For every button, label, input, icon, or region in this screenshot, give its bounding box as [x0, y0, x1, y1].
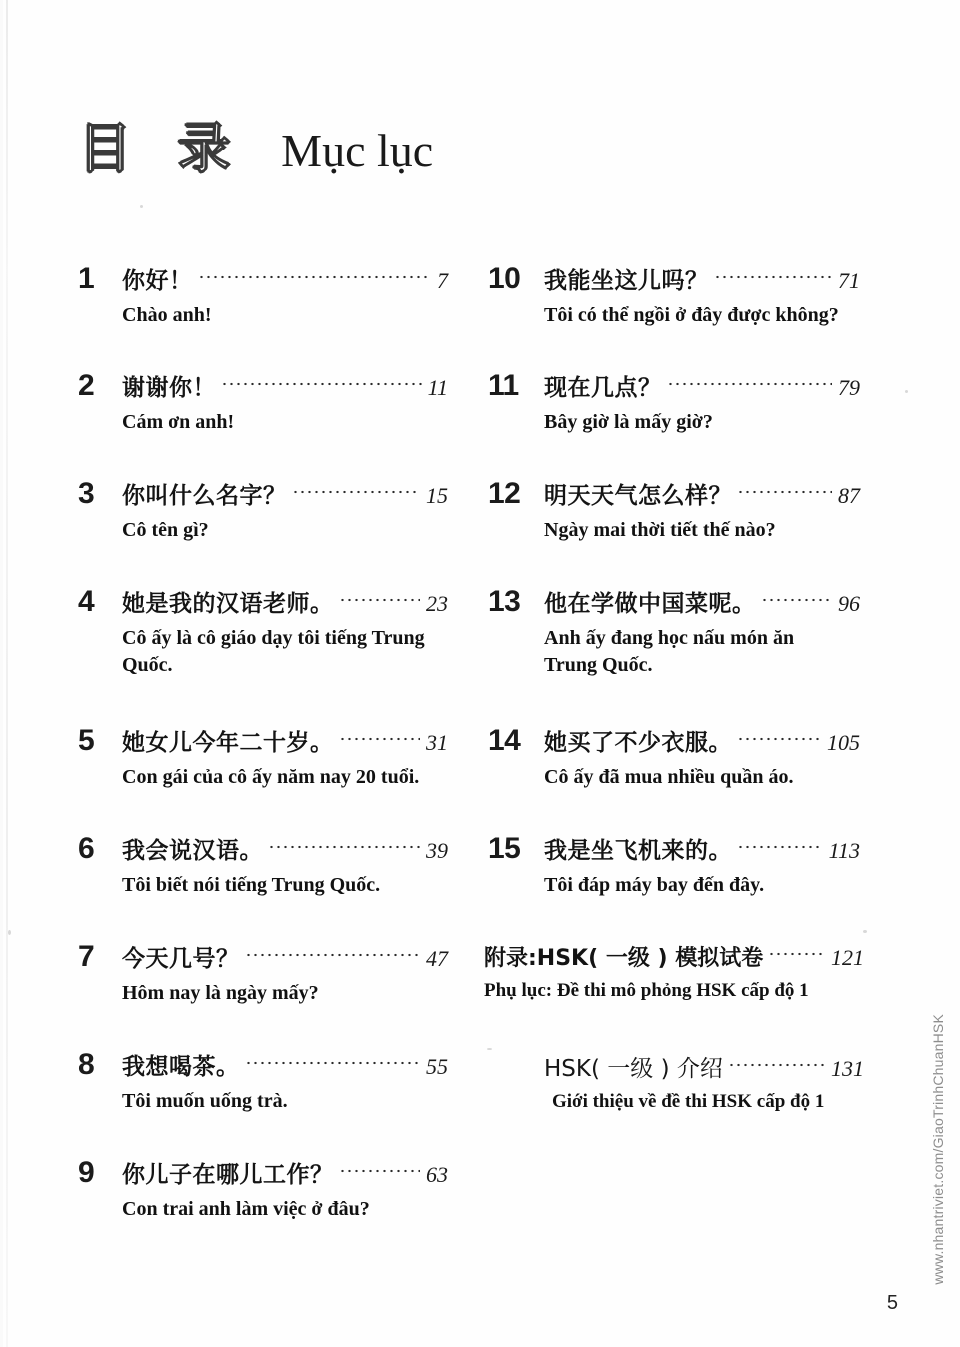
toc-entry-title-line — [122, 944, 448, 974]
toc-entry-title-chinese: 她是我的汉语老师。 — [122, 591, 334, 617]
toc-entry-head — [488, 262, 860, 296]
toc-entry-title-chinese: 我想喝茶。 — [122, 1054, 240, 1080]
toc-entry[interactable] — [488, 724, 860, 791]
toc-entry[interactable] — [78, 724, 448, 791]
toc-entry[interactable] — [78, 477, 448, 544]
toc-entry-number: 11 — [488, 369, 519, 402]
toc-entry-title-line — [544, 266, 860, 296]
toc-entry-head — [78, 477, 448, 511]
scan-edge — [6, 0, 8, 1347]
toc-entry[interactable] — [78, 1156, 448, 1223]
toc-entry[interactable] — [488, 832, 860, 899]
toc-entry-page: 11 — [427, 375, 448, 400]
dot-leader — [761, 592, 833, 608]
scan-speck — [487, 1048, 492, 1050]
toc-entry[interactable] — [78, 1048, 448, 1115]
appendix-entry[interactable] — [484, 944, 864, 1004]
toc-entry-title-line — [122, 589, 448, 619]
toc-entry-page: 113 — [828, 838, 860, 863]
toc-entry-number: 15 — [488, 832, 521, 865]
appendix-entry-head — [544, 1054, 864, 1084]
dot-leader — [245, 1055, 421, 1071]
toc-entry-head — [78, 1156, 448, 1190]
dot-leader — [728, 1057, 825, 1073]
toc-entry[interactable] — [488, 262, 860, 329]
toc-entry-number: 4 — [78, 585, 95, 618]
toc-entry[interactable] — [488, 585, 860, 679]
toc-entry-head — [78, 1048, 448, 1082]
appendix-subtitle-vietnamese: Phụ lục: Đề thi mô phỏng HSK cấp độ 1 — [484, 980, 809, 1001]
toc-entry-subtitle-vietnamese: Chào anh! — [122, 304, 212, 326]
toc-entry[interactable] — [488, 477, 860, 544]
toc-entry-title-line — [122, 728, 448, 758]
toc-entry[interactable] — [78, 262, 448, 329]
appendix-title-chinese: HSK( 一级 ) 介绍 — [544, 1056, 723, 1082]
toc-entry-title-chinese: 你叫什么名字？ — [122, 483, 287, 509]
dot-leader — [292, 484, 421, 500]
toc-entry-page: 31 — [426, 730, 448, 755]
toc-entry-number: 9 — [78, 1156, 95, 1189]
toc-entry-title-chinese: 她女儿今年二十岁。 — [122, 730, 334, 756]
toc-entry-title-line — [122, 1160, 448, 1190]
dot-leader — [737, 839, 823, 855]
toc-entry-page: 96 — [838, 591, 860, 616]
dot-leader — [221, 376, 422, 392]
dot-leader — [667, 376, 833, 392]
toc-entry-title-line — [122, 266, 448, 296]
toc-entry-page: 15 — [426, 483, 448, 508]
toc-entry[interactable] — [488, 369, 860, 436]
toc-entry-subtitle-vietnamese: Bây giờ là mấy giờ? — [544, 411, 713, 433]
toc-entry-page: 23 — [426, 591, 448, 616]
toc-entry-page: 39 — [426, 838, 448, 863]
toc-entry-subtitle-vietnamese: Tôi đáp máy bay đến đây. — [544, 874, 765, 896]
dot-leader — [714, 269, 833, 285]
dot-leader — [339, 731, 421, 747]
toc-entry-number: 3 — [78, 477, 95, 510]
toc-entry-subtitle-vietnamese: Cô ấy đã mua nhiều quần áo. — [544, 766, 794, 788]
toc-entry-title-line — [544, 836, 860, 866]
dot-leader — [198, 269, 432, 285]
toc-entry-number: 6 — [78, 832, 95, 865]
toc-entry-number: 10 — [488, 262, 521, 295]
toc-entry-page: 7 — [437, 268, 448, 293]
toc-entry-title-line — [544, 589, 860, 619]
toc-entry-number: 7 — [78, 940, 95, 973]
toc-entry-head — [78, 940, 448, 974]
toc-entry-title-chinese: 你好！ — [122, 268, 193, 294]
toc-entry-head — [488, 585, 860, 619]
scan-speck — [863, 930, 867, 933]
toc-entry-head — [78, 724, 448, 758]
appendix-page: 121 — [831, 945, 864, 970]
appendix-entry-head — [484, 944, 864, 973]
toc-entry-subtitle-vietnamese: Con gái của cô ấy năm nay 20 tuổi. — [122, 766, 420, 788]
toc-entry-head — [78, 585, 448, 619]
dot-leader — [268, 839, 420, 855]
toc-entry-title-chinese: 他在学做中国菜呢。 — [544, 591, 756, 617]
scan-speck — [905, 390, 908, 393]
toc-entry-head — [78, 262, 448, 296]
toc-entry-title-chinese: 她买了不少衣服。 — [544, 730, 732, 756]
toc-entry-title-chinese: 我是坐飞机来的。 — [544, 838, 732, 864]
page-header — [78, 118, 433, 180]
toc-entry-title-chinese: 我会说汉语。 — [122, 838, 263, 864]
toc-entry-subtitle-vietnamese: Ngày mai thời tiết thế nào? — [544, 519, 776, 541]
toc-entry-page: 105 — [827, 730, 860, 755]
watermark-url: www.nhantriviet.com/GiaoTrinhChuanHSK — [930, 1014, 946, 1285]
toc-entry-title-line — [544, 373, 860, 403]
appendix-entry[interactable] — [484, 1054, 864, 1115]
toc-entry-page: 47 — [426, 946, 448, 971]
toc-entry-number: 8 — [78, 1048, 95, 1081]
toc-entry-title-chinese: 你儿子在哪儿工作？ — [122, 1162, 334, 1188]
toc-entry-number: 13 — [488, 585, 521, 618]
page-title-vietnamese: Mục lục — [281, 125, 434, 176]
toc-entry[interactable] — [78, 832, 448, 899]
toc-entry-title-line — [122, 481, 448, 511]
toc-entry-number: 5 — [78, 724, 95, 757]
dot-leader — [737, 731, 821, 747]
toc-entry-title-chinese: 现在几点？ — [544, 375, 662, 401]
toc-entry-page: 87 — [838, 483, 860, 508]
toc-entry[interactable] — [78, 940, 448, 1007]
scan-edge-outer — [0, 0, 3, 1347]
toc-entry-number: 12 — [488, 477, 521, 510]
appendix-page: 131 — [831, 1056, 864, 1081]
toc-entry-title-chinese: 谢谢你！ — [122, 375, 216, 401]
page-number: 5 — [886, 1292, 898, 1314]
toc-entry-number: 1 — [78, 262, 95, 295]
dot-leader — [245, 947, 421, 963]
toc-entry-title-chinese: 明天天气怎么样？ — [544, 483, 732, 509]
toc-entry-head — [488, 369, 860, 403]
toc-entry-subtitle-vietnamese: Con trai anh làm việc ở đâu? — [122, 1198, 370, 1220]
scan-speck — [8, 930, 11, 935]
toc-entry-subtitle-vietnamese: Tôi có thể ngồi ở đây được không? — [544, 304, 839, 326]
toc-entry-page: 79 — [838, 375, 860, 400]
toc-entry-subtitle-vietnamese: Hôm nay là ngày mấy? — [122, 982, 319, 1004]
toc-entry-head — [488, 724, 860, 758]
toc-entry-number: 14 — [488, 724, 521, 757]
toc-entry-subtitle-vietnamese: Anh ấy đang học nấu món ăn Trung Quốc. — [544, 627, 795, 676]
toc-entry-subtitle-vietnamese: Tôi biết nói tiếng Trung Quốc. — [122, 874, 381, 896]
toc-entry-title-line — [122, 836, 448, 866]
toc-entry-title-line — [544, 728, 860, 758]
toc-entry-head — [488, 832, 860, 866]
toc-entry-title-line — [544, 481, 860, 511]
toc-entry-subtitle-vietnamese: Cô tên gì? — [122, 519, 209, 541]
toc-entry-subtitle-vietnamese: Tôi muốn uống trà. — [122, 1090, 288, 1112]
appendix-subtitle-vietnamese: Giới thiệu về đề thi HSK cấp độ 1 — [552, 1091, 825, 1112]
toc-entry-head — [78, 369, 448, 403]
toc-entry-subtitle-vietnamese: Cô ấy là cô giáo dạy tôi tiếng Trung Quốc. — [122, 627, 425, 676]
dot-leader — [339, 1163, 421, 1179]
toc-entry-page: 55 — [426, 1054, 448, 1079]
toc-entry[interactable] — [78, 585, 448, 679]
page-title-chinese: 目 录 — [78, 117, 246, 180]
toc-entry-page: 63 — [426, 1162, 448, 1187]
dot-leader — [339, 592, 421, 608]
toc-entry-title-chinese: 今天几号？ — [122, 946, 240, 972]
toc-entry-title-line — [122, 1052, 448, 1082]
toc-entry-head — [78, 832, 448, 866]
toc-entry-title-chinese: 我能坐这儿吗？ — [544, 268, 709, 294]
toc-entry-subtitle-vietnamese: Cám ơn anh! — [122, 411, 235, 433]
toc-entry-page: 71 — [838, 268, 860, 293]
toc-entry-title-line — [122, 373, 448, 403]
dot-leader — [768, 946, 825, 962]
appendix-title-chinese: 附录:HSK( 一级 ) 模拟试卷 — [484, 946, 764, 971]
dot-leader — [737, 484, 832, 500]
toc-entry-number: 2 — [78, 369, 95, 402]
scan-speck — [140, 205, 143, 208]
toc-entry[interactable] — [78, 369, 448, 436]
toc-entry-head — [488, 477, 860, 511]
